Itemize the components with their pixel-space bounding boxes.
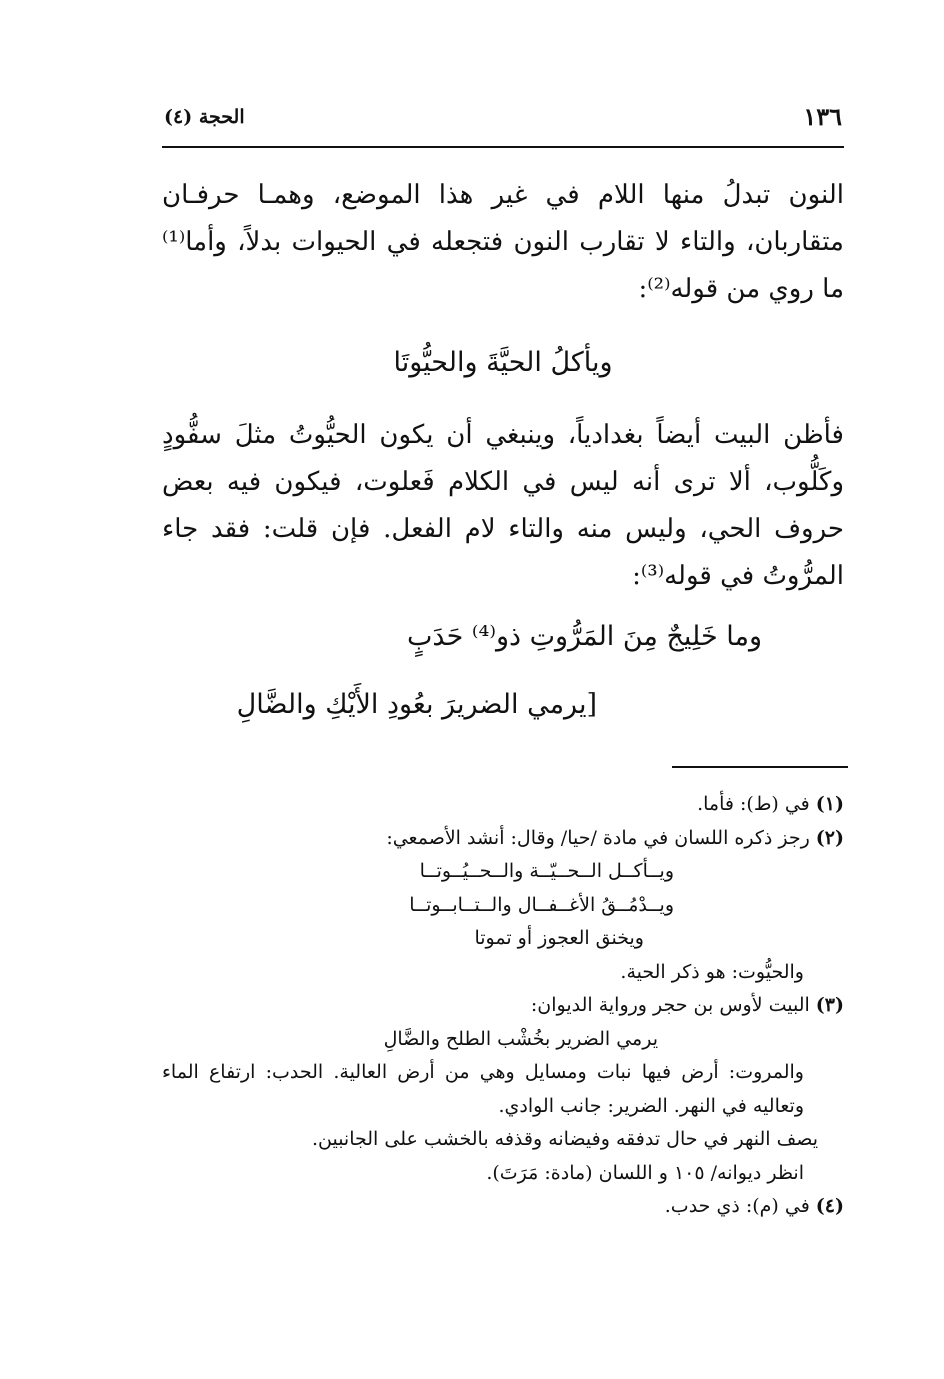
verse-2-hemistich-2: [يرمي الضريرَ بعُودِ الأَيْكِ والضَّالِ [236,689,597,720]
footnote-divider [672,766,848,768]
footnote-2-poem-line-1: ويــأكــل الــحــيّــة والــحــيُــوتــا [419,860,674,882]
verse-2-hemistich-1: وما خَلِيجٌ مِنَ المَرُّوتِ ذو⁽⁴⁾ حَدَبٍ [407,621,762,652]
paragraph-1: النون تبدلُ منها اللام في غير هذا الموضع، وهمـا حرفـان متقاربان، والتاء لا تقارب النون فتجعله في الحيوات بدلاً، وأما⁽¹⁾ ما روي من قوله⁽²⁾: [162,180,844,304]
footnote-3-paragraph-2: يصف النهر في حال تدفقه وفيضانه وقذفه بالخشب على الجانبين. [311,1128,818,1150]
footnote-3-paragraph-1: والمروت: أرض فيها نبات ومسايل وهي من أرض العالية. الحدب: ارتفاع الماء وتعاليه في النهر. الضرير: جانب الوادي. [162,1061,804,1117]
footnote-3-number: (٣) [815,994,844,1016]
footnote-4 [162,1190,844,1224]
footnote-1-number: (١) [815,793,844,815]
paragraph-2: فأظن البيت أيضاً بغدادياً، وينبغي أن يكون الحيُّوتُ مثلَ سفُّودٍ وكَلُّوب، ألا ترى أنه ليس في الكلام فَعلوت، فيكون فيه بعض حروف الحي، وليس منه والتاء لام الفعل. فإن قلت: فقد جاء المرُّوتُ في قوله⁽³⁾: [162,420,844,591]
footnote-1-text: في (ط): فأما. [697,793,810,815]
running-title: الحجة (٤) [164,106,245,128]
footnote-3-paragraph-3: انظر ديوانه/ ١٠٥ و اللسان (مادة: مَرَتَ). [486,1161,804,1184]
page-header [162,100,844,148]
main-text-paragraph-2 [162,412,844,600]
footnotes [162,788,844,1224]
footnote-3-text: البيت لأوس بن حجر ورواية الديوان: [530,994,810,1016]
footnote-4-number: (٤) [815,1195,844,1217]
footnote-2-text: رجز ذكره اللسان في مادة /حيا/ وقال: أنشد الأصمعي: [386,826,810,849]
footnote-2-poem-line-3: ويخنق العجوز أو تموتا [474,927,644,949]
footnote-2-note: والحيُّوت: هو ذكر الحية. [620,960,804,983]
footnote-2-poem-line-2: ويــدْمُــقُ الأغــفــال والــتــابــوتــا [409,893,674,916]
verse-1: ويأكلُ الحيَّةَ والحيُّوتَا [393,347,613,378]
main-text-paragraph-1 [162,172,844,313]
footnote-2-number: (٢) [815,826,844,849]
footnote-1 [162,788,844,822]
footnote-3-verse: يرمي الضرير بخُشْب الطلح والضَّالِ [383,1027,658,1050]
footnote-2 [162,822,844,856]
footnote-3 [162,989,844,1023]
page-number: ١٣٦ [803,102,842,131]
footnote-4-text: في (م): ذي حدب. [664,1195,810,1217]
